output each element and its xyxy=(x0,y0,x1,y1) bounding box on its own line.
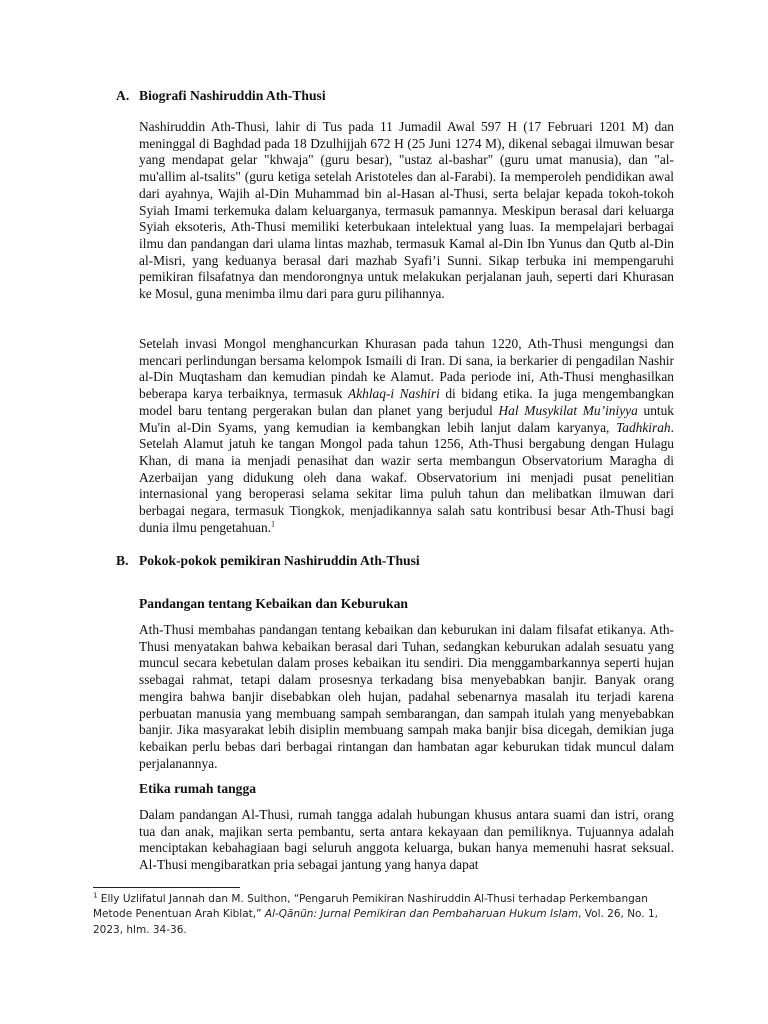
footnote-number: 1 xyxy=(93,891,98,900)
footnote-text-1: Elly Uzlifatul Jannah dan M. Sulthon, “Pengaruh Pemikiran Nashiruddin Al-Thusi terhadap Perkembangan Metode Penentuan Arah Kiblat,” xyxy=(93,893,648,921)
footnote-text-2: , Vol. 26, No. 1, 2023, hlm. 34-36. xyxy=(93,908,658,936)
subsection-heading-kebaikan: Pandangan tentang Kebaikan dan Keburukan xyxy=(139,596,408,611)
p2-text-1: Setelah invasi Mongol menghancurkan Khurasan pada tahun 1220, Ath-Thusi mengungsi dan mencari perlindungan bersama kelompok Ismaili di Iran. Di sana, ia berkarier di pengadilan Nashir al-Din Muqtasham dan kemudian pindah ke Alamut. Pada periode ini, Ath-Thusi menghasilkan beberapa karya terbaiknya, termasuk xyxy=(139,336,674,402)
section-b-letter: B. xyxy=(116,553,129,568)
footnote-reference[interactable]: 1 xyxy=(271,519,276,529)
p2-text-2: di bidang etika. Ia juga mengembangkan model baru tentang pergerakan bulan dan planet yang berjudul xyxy=(139,386,674,418)
p2-text-3: untuk Mu'in al-Din Syams, yang kemudian ia kembangkan lebih lanjut dalam karyanya, xyxy=(139,402,674,435)
section-a-paragraph-1: Nashiruddin Ath-Thusi, lahir di Tus pada 11 Jumadil Awal 597 H (17 Februari 1201 M) dan meninggal di Baghdad pada 18 Dzulhijjah 672 H (25 Juni 1274 M), dikenal sebagai ilmuwan besar yang mendapat gelar "khwaja" (guru besar), "ustaz al-bashar" (guru umat manusia), dan "al-mu'allim al-tsalits" (guru ketiga setelah Aristoteles dan al-Farabi). Ia memperoleh pendidikan awal dari ayahnya, Wajih al-Din Muhammad bin al-Hasan al-Thusi, serta belajar kepada tokoh-tokoh Syiah Imami terkemuka dalam keluarganya, termasuk pamannya. Meskipun berasal dari keluarga Syiah eksoteris, Ath-Thusi memiliki keterbukaan intelektual yang luas. Ia mempelajari berbagai ilmu dan pandangan dari ulama lintas mazhab, termasuk Kamal al-Din Ibn Yunus dan Qutb al-Din al-Misri, yang keduanya berasal dari mazhab Syafi’i Sunni. Sikap terbuka ini mempengaruhi pemikiran filsafatnya dan mendorongnya untuk melakukan perjalanan jauh, seperti dari Khurasan ke Mosul, guna menimba ilmu dari para guru pilihannya. xyxy=(139,119,674,302)
subsection-heading-rumah-tangga: Etika rumah tangga xyxy=(139,781,257,796)
section-b-title: Pokok-pokok pemikiran Nashiruddin Ath-Thusi xyxy=(139,553,420,568)
subsection-rumah-tangga-paragraph: Dalam pandangan Al-Thusi, rumah tangga adalah hubungan khusus antara suami dan istri, orang tua dan anak, majikan serta pembantu, serta antara kekayaan dan pemiliknya. Tujuannya adalah menciptakan kebahagiaan bagi seluruh anggota keluarga, bukan hanya memenuhi hasrat seksual. Al-Thusi mengibaratkan pria sebagai jantung yang hanya dapat xyxy=(139,807,674,873)
p2-italic-title-2: Hal Musykilat Mu’iniyya xyxy=(498,402,638,418)
section-b-heading xyxy=(116,552,420,569)
section-a-paragraph-2 xyxy=(139,336,674,536)
p2-italic-title-3: Tadhkirah xyxy=(616,419,671,435)
section-a-heading xyxy=(116,87,326,104)
section-a-letter: A. xyxy=(116,88,130,103)
subsection-kebaikan-paragraph: Ath-Thusi membahas pandangan tentang kebaikan dan keburukan ini dalam filsafat etikanya. Ath-Thusi menyatakan bahwa kebaikan berasal dari Tuhan, sedangkan keburukan adalah sesuatu yang muncul secara kebetulan dalam proses kebaikan itu sendiri. Dia menggambarkannya seperti hujan ssebagai rahmat, tetapi dalam prosesnya terkadang bisa menyebabkan banjir. Banyak orang mengira bahwa banjir disebabkan oleh hujan, padahal sebenarnya masalah itu terjadi karena perbuatan manusia yang membuang sampah sembarangan, dan sampah itulah yang menyebabkan banjir. Jika masyarakat lebih disiplin membuang sampah maka banjir bisa dicegah, demikian juga kebaikan perlu bebas dari berbagai rintangan dan hambatan agar keburukan tidak muncul dalam perjalanannya. xyxy=(139,622,674,771)
footnote-separator xyxy=(93,887,240,888)
footnote xyxy=(93,892,683,938)
section-a-title: Biografi Nashiruddin Ath-Thusi xyxy=(139,88,326,103)
p2-text-4: . Setelah Alamut jatuh ke tangan Mongol pada tahun 1256, Ath-Thusi bergabung dengan Hulagu Khan, di mana ia menjadi penasihat dan wazir serta membangun Observatorium Maragha di Azerbaijan yang didukung oleh dana wakaf. Observatorium ini menjadi pusat penelitian internasional yang beroperasi selama sekitar lima puluh tahun dan melibatkan ilmuwan dari berbagai negara, termasuk Tiongkok, menjadikannya salah satu kontribusi besar Ath-Thusi bagi dunia ilmu pengetahuan. xyxy=(139,419,674,535)
footnote-journal-title: Al-Qānūn: Jurnal Pemikiran dan Pembaharuan Hukum Islam xyxy=(264,908,579,921)
p2-italic-title-1: Akhlaq-i Nashiri xyxy=(348,386,440,402)
